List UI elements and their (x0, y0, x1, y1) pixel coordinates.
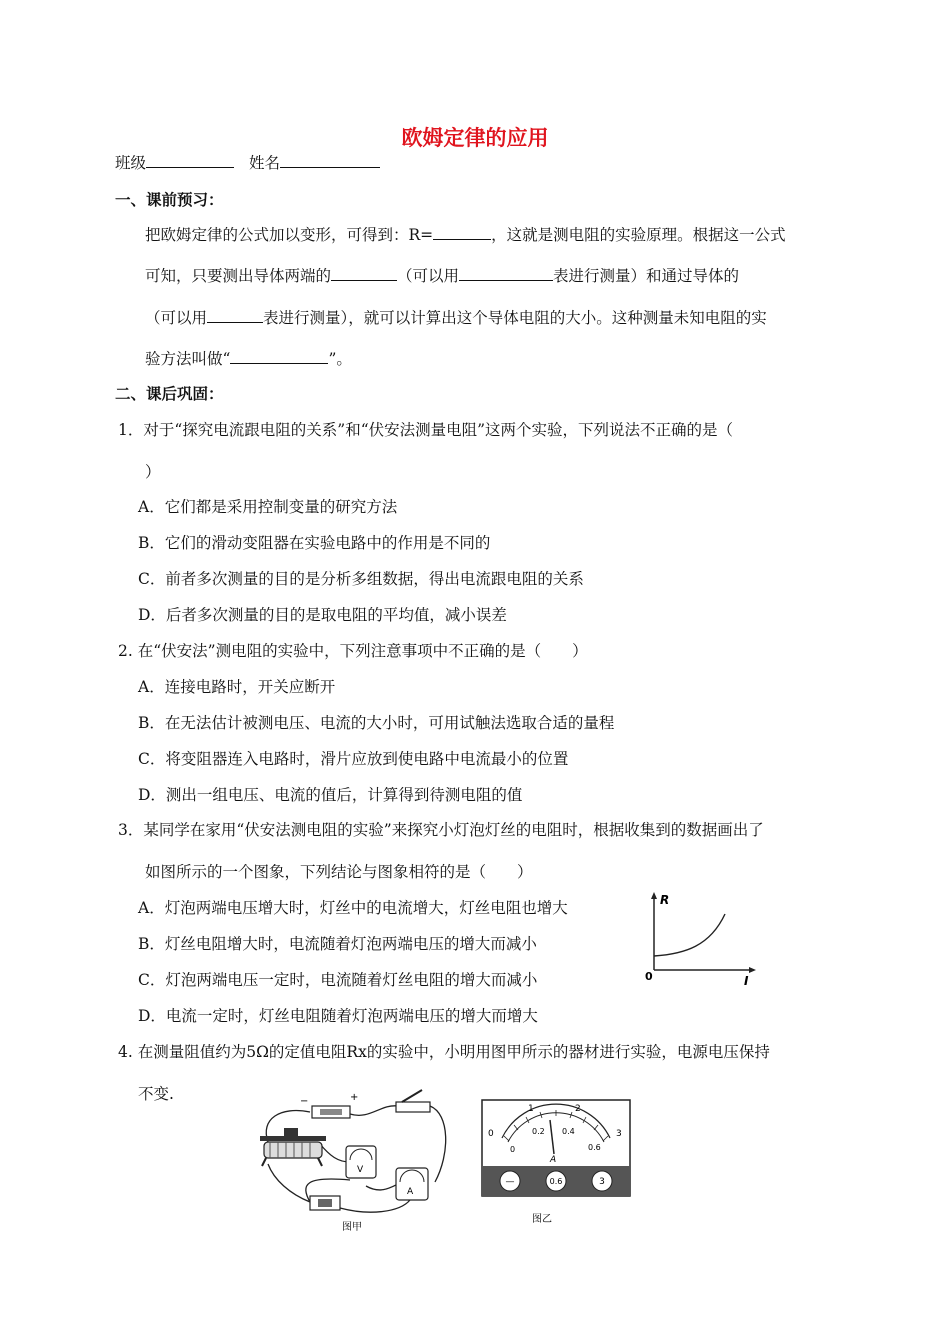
battery-plus: + (350, 1092, 359, 1103)
q1-option-c: C．前者多次测量的目的是分析多组数据，得出电流跟电阻的关系 (138, 570, 584, 588)
voltmeter-label: V (357, 1165, 364, 1175)
class-label: 班级 (115, 154, 147, 172)
q3-stem: 3．某同学在家用“伏安法测电阻的实验”来探究小灯泡灯丝的电阻时，根据收集到的数据画出了 (118, 821, 764, 839)
name-label: 姓名 (248, 154, 280, 172)
section1-heading: 一、课前预习： (115, 191, 224, 209)
dial-outer-label-3: 3 (616, 1129, 622, 1139)
q3-stem2: 如图所示的一个图象，下列结论与图象相符的是（ ） (145, 863, 533, 881)
section1-line1: 把欧姆定律的公式加以变形，可得到：R= ，这就是测电阻的实验原理。根据这一公式 (145, 226, 786, 244)
switch-base (396, 1102, 430, 1112)
q4-stem: 4. 在测量阻值约为5Ω的定值电阻Rx的实验中，小明用图甲所示的器材进行实验，电源电压保持 (118, 1043, 770, 1061)
q3-option-c: C．灯泡两端电压一定时，电流随着灯丝电阻的增大而减小 (138, 971, 538, 989)
dial-top-label-1: 1 (528, 1104, 534, 1114)
q3-option-a: A．灯泡两端电压增大时，灯丝中的电流增大，灯丝电阻也增大 (138, 899, 568, 917)
voltage-blank (331, 266, 397, 281)
class-blank (146, 153, 234, 168)
fig-a-caption: 图甲 (342, 1222, 362, 1233)
q4-stem2: 不变. (138, 1085, 174, 1103)
dial-inner-end-06: 0.6 (588, 1143, 601, 1152)
origin-label: 0 (645, 970, 653, 983)
switch-lever (402, 1090, 422, 1102)
q2-option-b: B．在无法估计被测电压、电流的大小时，可用试触法选取合适的量程 (138, 714, 615, 732)
q1-stem-end: ） (145, 463, 161, 481)
wire (366, 1184, 398, 1190)
q2-stem: 2. 在“伏安法”测电阻的实验中，下列注意事项中不正确的是（ ） (118, 642, 588, 660)
section1-line3: （可以用 表进行测量），就可以计算出这个导体电阻的大小。这种测量未知电阻的实 (145, 309, 767, 327)
q1-option-d: D．后者多次测量的目的是取电阻的平均值，减小误差 (138, 606, 507, 624)
dial-inner-end-0: 0 (510, 1145, 516, 1154)
wire (430, 1106, 446, 1182)
method-blank (230, 349, 328, 364)
dial-outer-label-0: 0 (488, 1129, 494, 1139)
q3-option-d: D．电流一定时，灯丝电阻随着灯泡两端电压的增大而增大 (138, 1007, 538, 1025)
dial-top-label-2: 2 (575, 1104, 581, 1114)
y-axis-label: R (660, 893, 670, 907)
fig-b-caption: 图乙 (532, 1214, 552, 1225)
r-i-curve (654, 914, 725, 956)
terminal-0-6-label: 0.6 (549, 1177, 563, 1186)
page-title: 欧姆定律的应用 (401, 126, 549, 150)
name-blank (280, 153, 380, 168)
section1-line2: 可知，只要测出导体两端的 （可以用 表进行测量）和通过导体的 (145, 267, 740, 285)
x-axis-arrow-icon (749, 967, 756, 973)
section1-line4: 验方法叫做“ ”。 (145, 350, 352, 368)
formula-blank (433, 225, 491, 240)
y-axis-arrow-icon (651, 892, 657, 899)
r-i-graph (640, 888, 760, 988)
q3-option-b: B．灯丝电阻增大时，电流随着灯泡两端电压的增大而减小 (138, 935, 537, 953)
terminal-3-label: 3 (599, 1177, 605, 1187)
q2-option-a: A．连接电路时，开关应断开 (138, 678, 336, 696)
wire (268, 1164, 310, 1202)
q1-option-b: B．它们的滑动变阻器在实验电路中的作用是不同的 (138, 534, 491, 552)
class-field (115, 153, 380, 173)
circuit-figure (250, 1084, 460, 1234)
rheostat-slider (284, 1128, 298, 1137)
ammeter-blank (207, 308, 263, 323)
battery-minus: − (300, 1096, 309, 1107)
dial-inner-label-02: 0.2 (532, 1127, 545, 1136)
q1-stem: 1．对于“探究电流跟电阻的关系”和“伏安法测量电阻”这两个实验，下列说法不正确的是（ (118, 421, 734, 439)
section2-heading: 二、课后巩固： (115, 385, 224, 403)
rheostat-coil (264, 1142, 322, 1158)
q2-option-d: D．测出一组电压、电流的值后，计算得到待测电阻的值 (138, 786, 523, 804)
terminal-negative-label: — (505, 1177, 515, 1187)
dial-unit: A (550, 1155, 557, 1165)
q1-option-a: A．它们都是采用控制变量的研究方法 (138, 498, 398, 516)
ammeter-dial-figure (480, 1098, 635, 1230)
q2-option-c: C．将变阻器连入电路时，滑片应放到使电路中电流最小的位置 (138, 750, 569, 768)
voltmeter-blank (459, 266, 553, 281)
dial-inner-label-04: 0.4 (562, 1127, 575, 1136)
wire (340, 1200, 410, 1212)
ammeter-label: A (407, 1187, 414, 1197)
battery-cell (320, 1109, 342, 1115)
wire (350, 1106, 398, 1116)
x-axis-label: I (744, 974, 749, 988)
